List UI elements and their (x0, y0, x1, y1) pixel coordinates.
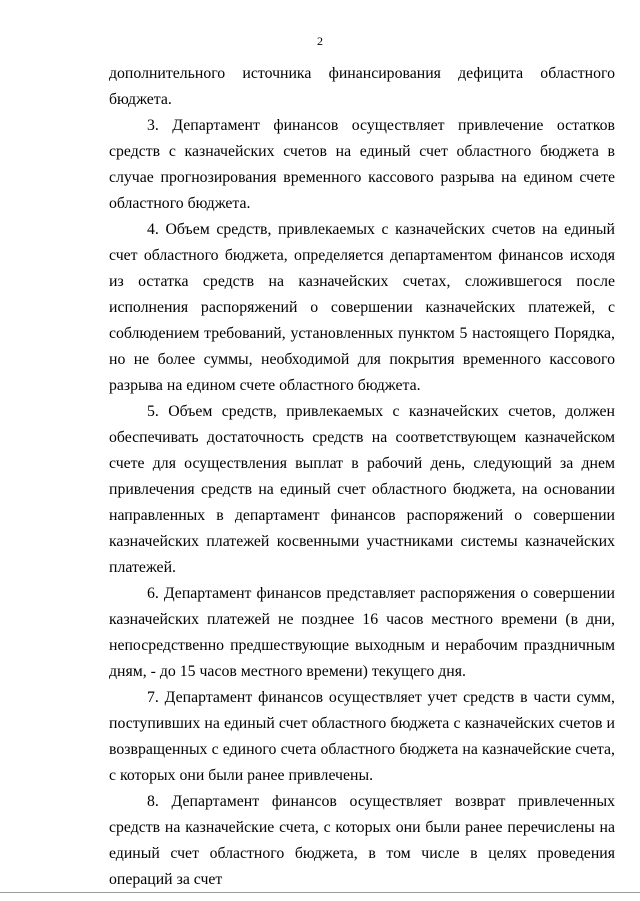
paragraph-item-5: 5. Объем средств, привлекаемых с казначейских счетов, должен обеспечивать достаточность средств на соответствующем казначейском счете для осуществления выплат в рабочий день, следующий за днем привлечения средств на единый счет областного бюджета, на основании направленных в департамент финансов распоряжений о совершении казначейских платежей косвенными участниками системы казначейских платежей. (109, 403, 615, 576)
paragraph-item-3: 3. Департамент финансов осуществляет привлечение остатков средств с казначейских счетов на единый счет областного бюджета в случае прогнозирования временного кассового разрыва на едином счете областного бюджета. (109, 117, 615, 212)
paragraph-item-4: 4. Объем средств, привлекаемых с казначейских счетов на единый счет областного бюджета, определяется департаментом финансов исходя из остатка средств на казначейских счетах, сложившегося после исполнения распоряжений о совершении казначейских платежей, с соблюдением требований, установленных пунктом 5 настоящего Порядка, но не более суммы, необходимой для покрытия временного кассового разрыва на едином счете областного бюджета. (109, 221, 615, 394)
paragraph-item-6: 6. Департамент финансов представляет распоряжения о совершении казначейских платежей не позднее 16 часов местного времени (в дни, непосредственно предшествующие выходным и нерабочим праздничным дням, - до 15 часов местного времени) текущего дня. (109, 585, 615, 680)
document-body (109, 61, 615, 893)
paragraph-item-7: 7. Департамент финансов осуществляет учет средств в части сумм, поступивших на единый счет областного бюджета с казначейских счетов и возвращенных с единого счета областного бюджета на казначейские счета, с которых они были ранее привлечены. (109, 689, 615, 784)
paragraph-item-8: 8. Департамент финансов осуществляет возврат привлеченных средств на казначейские счета, с которых они были ранее перечислены на единый счет областного бюджета, в том числе в целях проведения операций за счет (109, 793, 615, 888)
paragraph-continuation: дополнительного источника финансирования дефицита областного бюджета. (109, 65, 615, 108)
page-bottom-rule (0, 892, 640, 893)
page-number: 2 (317, 34, 323, 48)
